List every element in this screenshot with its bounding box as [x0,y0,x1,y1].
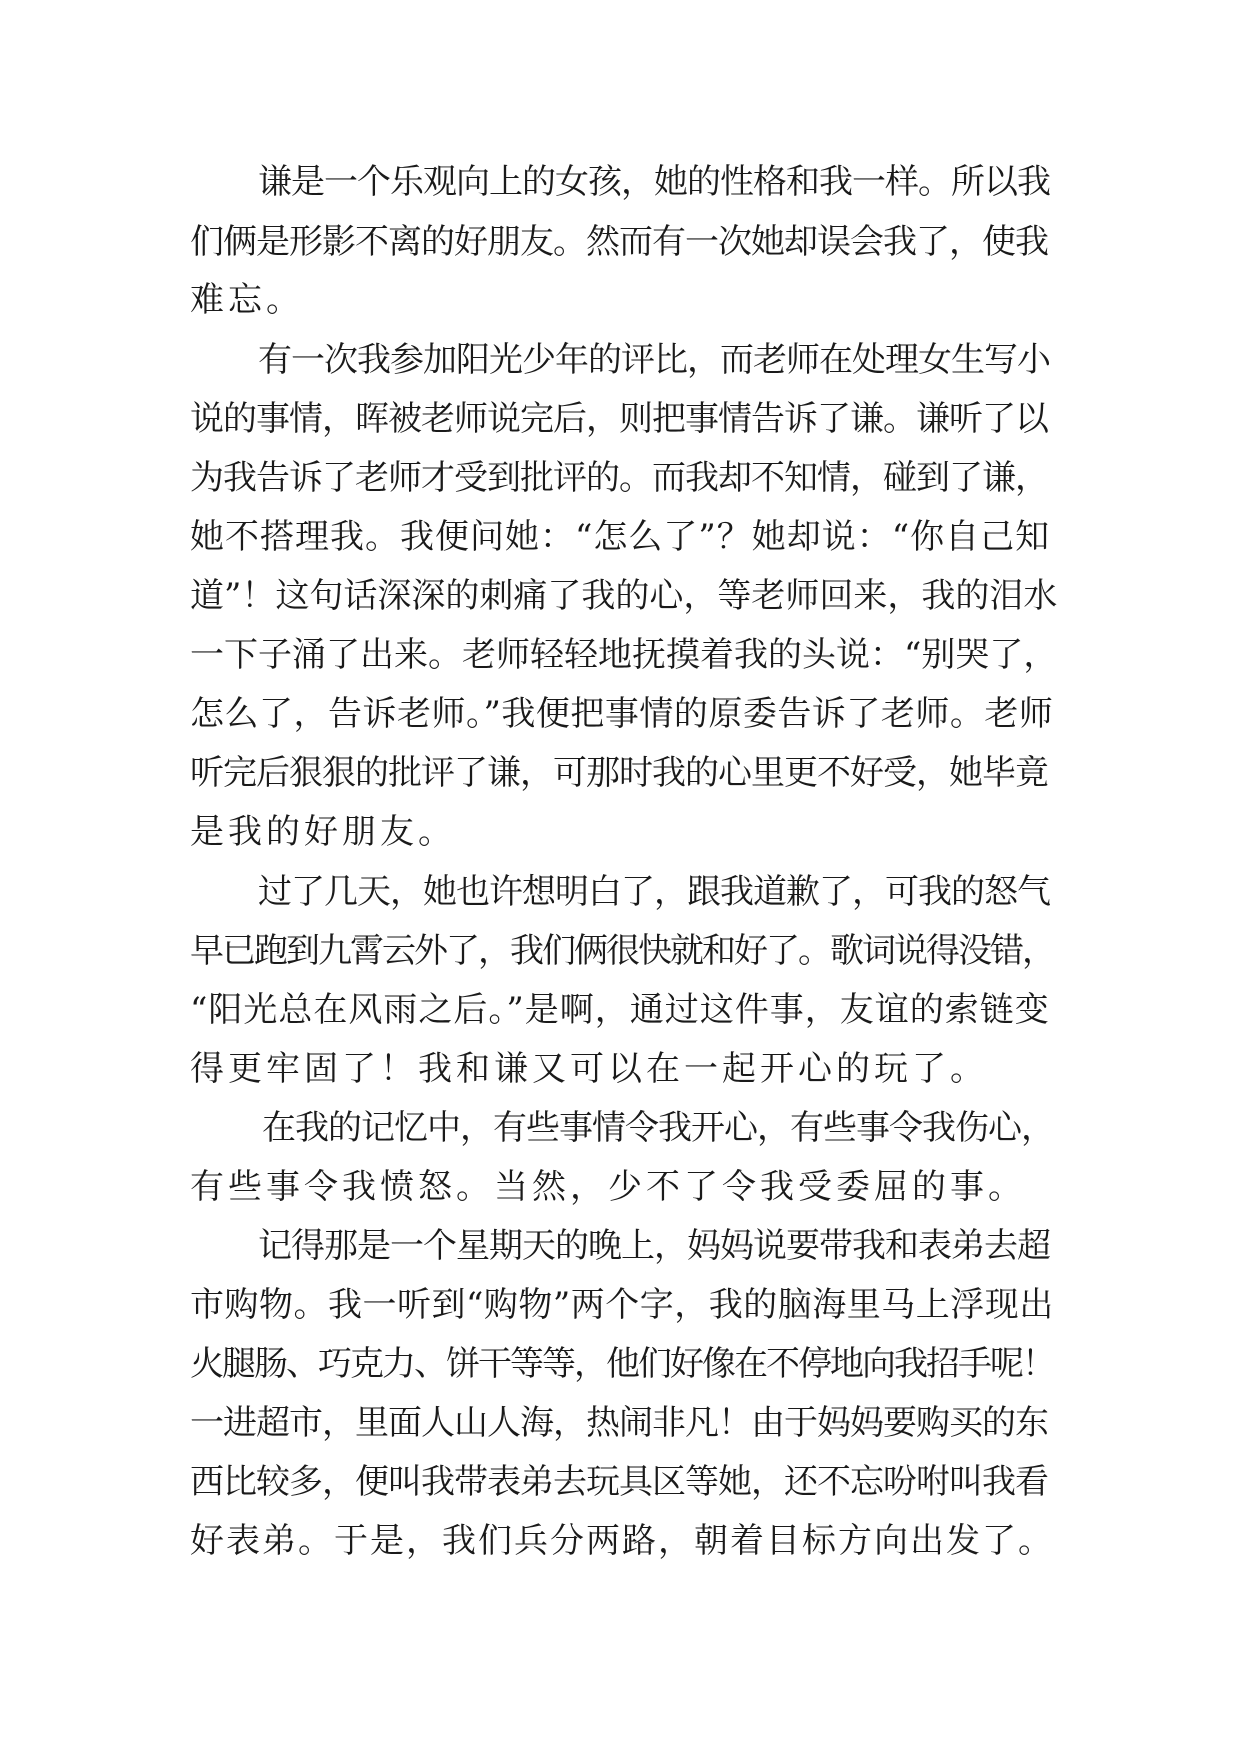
text-line: 早已跑到九霄云外了，我们俩很快就和好了。歌词说得没错， [190,931,1054,971]
text-line: 说的事情，晖被老师说完后，则把事情告诉了谦。谦听了以 [190,399,1048,439]
text-line: 西比较多，便叫我带表弟去玩具区等她，还不忘吩咐叫我看 [190,1462,1048,1502]
text-line: 在我的记忆中，有些事情令我开心，有些事令我伤心， [262,1108,1054,1148]
text-line: 火腿肠、巧克力、饼干等等，他们好像在不停地向我招手呢！ [190,1344,1054,1384]
text-line: 她不搭理我。我便问她：“怎么了”？她却说：“你自己知 [190,517,1051,557]
text-line: 们俩是形影不离的好朋友。然而有一次她却误会我了，使我 [190,222,1048,262]
text-line: 怎么了，告诉老师。”我便把事情的原委告诉了老师。老师 [190,694,1054,734]
text-line: 难忘。 [190,280,304,320]
text-line: 过了几天，她也许想明白了，跟我道歉了，可我的怒气 [258,872,1050,912]
text-line: 是我的好朋友。 [190,812,456,852]
text-line: 谦是一个乐观向上的女孩，她的性格和我一样。所以我 [258,162,1050,202]
text-line: 得更牢固了！我和谦又可以在一起开心的玩了。 [190,1049,988,1089]
text-line: 有些事令我愤怒。当然，少不了令我受委屈的事。 [190,1167,1026,1207]
text-line: 市购物。我一听到“购物”两个字，我的脑海里马上浮现出 [190,1285,1054,1325]
text-line: 一下子涌了出来。老师轻轻地抚摸着我的头说：“别哭了， [190,635,1058,675]
text-line: 听完后狠狠的批评了谦，可那时我的心里更不好受，她毕竟 [190,753,1048,793]
text-line: “阳光总在风雨之后。”是啊，通过这件事，友谊的索链变 [190,990,1050,1030]
text-line: 有一次我参加阳光少年的评比，而老师在处理女生写小 [258,340,1050,380]
text-line: 为我告诉了老师才受到批评的。而我却不知情，碰到了谦， [190,458,1048,498]
text-line: 一进超市，里面人山人海，热闹非凡！由于妈妈要购买的东 [190,1403,1048,1443]
text-line: 好表弟。于是，我们兵分两路，朝着目标方向出发了。 [190,1521,1054,1561]
text-line: 记得那是一个星期天的晚上，妈妈说要带我和表弟去超 [258,1226,1050,1266]
text-line: 道”！这句话深深的刺痛了我的心，等老师回来，我的泪水 [190,576,1058,616]
